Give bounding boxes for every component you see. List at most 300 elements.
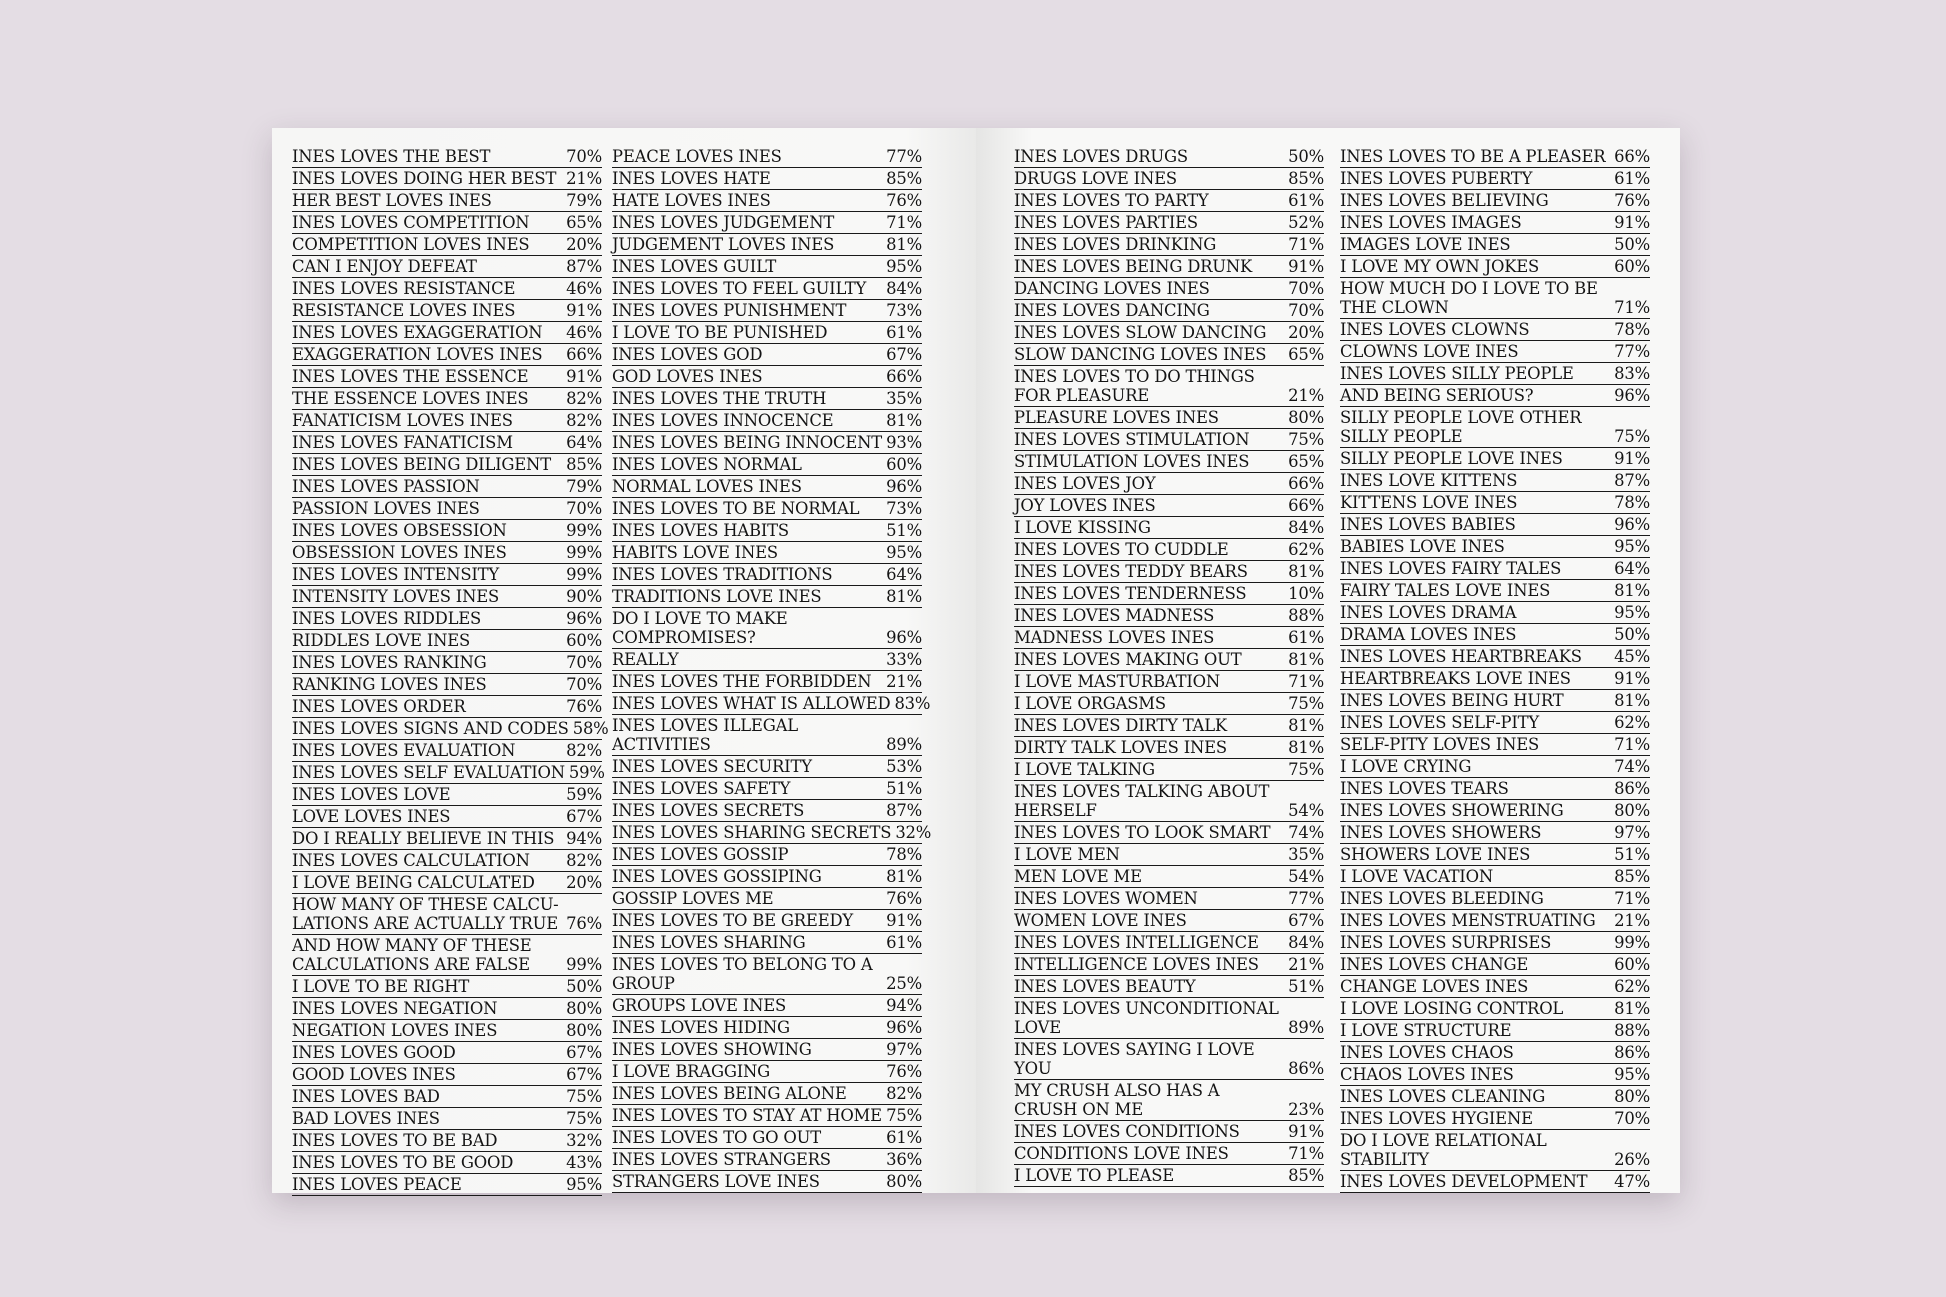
list-item [292,998,602,1020]
list-item-label: INES LOVES HABITS [612,521,789,540]
list-item-percentage: 94% [566,829,602,848]
list-item-percentage: 47% [1614,1172,1650,1191]
list-item [612,888,922,910]
list-item-label: INES LOVES SECURITY [612,757,812,776]
list-item [1340,212,1650,234]
list-item-percentage: 25% [886,974,922,993]
list-item-percentage: 50% [1614,625,1650,644]
list-item [1340,844,1650,866]
list-item-percentage: 80% [1614,801,1650,820]
list-item [1340,712,1650,734]
list-item [1014,212,1324,234]
list-item-percentage: 76% [1614,191,1650,210]
list-item [1014,168,1324,190]
list-item [1014,932,1324,954]
list-item-percentage: 26% [1614,1150,1650,1169]
list-item-percentage: 81% [1288,716,1324,735]
list-item-percentage: 99% [1614,933,1650,952]
list-item [1014,605,1324,627]
list-item [292,1108,602,1130]
list-item [292,278,602,300]
list-item-label: I LOVE MASTURBATION [1014,672,1221,691]
list-item [292,256,602,278]
list-item-percentage: 81% [886,411,922,430]
list-item-label: INES LOVES THE TRUTH [612,389,827,408]
list-item-percentage: 71% [1288,672,1324,691]
list-item-label: INES LOVES BEING DILIGENT [292,455,551,474]
list-item-label: INES LOVES PASSION [292,477,480,496]
list-item [1340,448,1650,470]
list-item [612,344,922,366]
list-item [292,1042,602,1064]
list-item-label: I LOVE BRAGGING [612,1062,771,1081]
list-item [612,866,922,888]
list-item [612,410,922,432]
list-item-percentage: 85% [886,169,922,188]
list-item [612,1105,922,1127]
list-item [292,674,602,696]
list-item-percentage: 73% [886,301,922,320]
list-item [292,1064,602,1086]
list-item-label: I LOVE VACATION [1340,867,1493,886]
list-item [1014,407,1324,429]
list-item-percentage: 67% [1288,911,1324,930]
list-item-label: DIRTY TALK LOVES INES [1014,738,1227,757]
list-item-label: HATE LOVES INES [612,191,771,210]
list-item-label: JUDGEMENT LOVES INES [612,235,835,254]
list-item-label: INES LOVES SHOWING [612,1040,812,1059]
list-item-label: INES LOVES HATE [612,169,771,188]
list-item-percentage: 21% [886,672,922,691]
list-item [292,1130,602,1152]
list-item-label: FANATICISM LOVES INES [292,411,513,430]
list-item-percentage: 74% [1614,757,1650,776]
list-item [292,234,602,256]
list-item-percentage: 53% [886,757,922,776]
list-item [612,256,922,278]
list-item-percentage: 66% [1614,147,1650,166]
list-item-percentage: 86% [1614,1043,1650,1062]
list-item-percentage: 75% [566,1087,602,1106]
list-item-percentage: 99% [566,543,602,562]
list-item-label: CLOWNS LOVE INES [1340,342,1519,361]
list-item-percentage: 96% [1614,515,1650,534]
list-item-label: INES LOVES MAKING OUT [1014,650,1242,669]
list-item-label: INTELLIGENCE LOVES INES [1014,955,1259,974]
list-item [612,671,922,693]
list-item-percentage: 96% [886,477,922,496]
list-item-label: I LOVE CRYING [1340,757,1472,776]
list-item-label: I LOVE LOSING CONTROL [1340,999,1564,1018]
list-item-percentage: 76% [886,1062,922,1081]
list-item [1340,319,1650,341]
list-item-label: INES LOVES CHAOS [1340,1043,1514,1062]
list-item-label: INES LOVES JOY [1014,474,1156,493]
list-item-percentage: 50% [1288,147,1324,166]
list-item [292,872,602,894]
list-item-percentage: 67% [886,345,922,364]
list-item-percentage: 65% [1288,452,1324,471]
list-item [1014,190,1324,212]
list-item-percentage: 99% [566,521,602,540]
list-item-label: INES LOVES EVALUATION [292,741,516,760]
list-item [1014,561,1324,583]
list-item-label: INES LOVES TO CUDDLE [1014,540,1229,559]
list-item-label: COMPETITION LOVES INES [292,235,530,254]
list-item-percentage: 75% [1288,430,1324,449]
list-item-label: INES LOVES SELF EVALUATION [292,763,565,782]
list-item-percentage: 81% [1288,562,1324,581]
list-item-percentage: 97% [886,1040,922,1059]
column-1 [292,146,609,1196]
list-item-label: INES LOVES THE ESSENCE [292,367,529,386]
list-item-percentage: 81% [1288,738,1324,757]
list-item-percentage: 83% [1614,364,1650,383]
list-item-percentage: 95% [886,543,922,562]
list-item-percentage: 82% [566,741,602,760]
list-item [612,1039,922,1061]
list-item-percentage: 61% [886,933,922,952]
list-item [1014,781,1324,822]
list-item [612,476,922,498]
list-item [612,954,922,995]
list-item-percentage: 74% [1288,823,1324,842]
list-item-percentage: 35% [1288,845,1324,864]
list-item-label: STRANGERS LOVE INES [612,1172,820,1191]
list-item-percentage: 94% [886,996,922,1015]
list-item [1340,910,1650,932]
list-item-label: INES LOVES IMAGES [1340,213,1522,232]
list-item-percentage: 77% [1288,889,1324,908]
list-item-label: INES LOVES TO BE GREEDY [612,911,854,930]
list-item-label: INES LOVES RESISTANCE [292,279,516,298]
list-item-percentage: 81% [886,867,922,886]
list-item-percentage: 85% [1288,1166,1324,1185]
list-item-percentage: 70% [566,147,602,166]
list-item [1340,756,1650,778]
column-3 [1014,146,1324,1187]
list-item-label: INES LOVES SHOWERS [1340,823,1542,842]
list-item [1340,954,1650,976]
list-item [1014,910,1324,932]
list-item-percentage: 86% [1614,779,1650,798]
list-item [612,322,922,344]
column-2 [612,146,932,1193]
list-item-label: HER BEST LOVES INES [292,191,492,210]
list-item-label: INES LOVES BEAUTY [1014,977,1196,996]
list-item-label: INES LOVES FANATICISM [292,433,513,452]
list-item [292,432,602,454]
list-item [612,146,922,168]
list-item-percentage: 76% [566,697,602,716]
list-item-percentage: 66% [1288,496,1324,515]
list-item-percentage: 89% [886,735,922,754]
list-item [1340,234,1650,256]
list-item-label: INES LOVES HEARTBREAKS [1340,647,1582,666]
list-item [292,894,602,935]
list-item-label: NORMAL LOVES INES [612,477,802,496]
list-item [1014,737,1324,759]
list-item-label: DRAMA LOVES INES [1340,625,1517,644]
list-item [1014,1080,1324,1121]
list-item [1340,668,1650,690]
list-item-label: INES LOVES THE BEST [292,147,491,166]
list-item [1340,168,1650,190]
list-item-percentage: 91% [1614,213,1650,232]
list-item-label: INES LOVES OBSESSION [292,521,507,540]
list-item-label: INES LOVES NEGATION [292,999,498,1018]
list-item [612,910,922,932]
list-item [292,498,602,520]
list-item [1340,558,1650,580]
left-page [272,128,976,1193]
list-item-label: INES LOVES SECRETS [612,801,805,820]
list-item-percentage: 78% [1614,320,1650,339]
list-item [292,146,602,168]
list-item [1340,580,1650,602]
list-item-label: MEN LOVE ME [1014,867,1142,886]
list-item [1014,671,1324,693]
list-item [1340,514,1650,536]
list-item-label: INES LOVES TO BE GOOD [292,1153,514,1172]
list-item-label: AND HOW MANY OF THESE CALCULATIONS ARE FALSE [292,936,532,974]
list-item [1340,492,1650,514]
list-item [292,976,602,998]
list-item [292,828,602,850]
list-item-label: INES LOVES CLEANING [1340,1087,1546,1106]
list-item-label: INES LOVES TRADITIONS [612,565,833,584]
list-item [1340,363,1650,385]
list-item-percentage: 70% [566,675,602,694]
list-item [1340,624,1650,646]
list-item-label: INES LOVES MADNESS [1014,606,1215,625]
list-item-label: INES LOVES GOSSIPING [612,867,822,886]
list-item [292,476,602,498]
list-item-percentage: 75% [1288,694,1324,713]
list-item-percentage: 91% [886,911,922,930]
list-item [1340,800,1650,822]
list-item [612,586,922,608]
list-item [1014,344,1324,366]
list-item-label: INES LOVES SLOW DANCING [1014,323,1267,342]
list-item [1340,734,1650,756]
list-item-percentage: 76% [886,889,922,908]
list-item-label: INES LOVES CHANGE [1340,955,1529,974]
list-item-percentage: 70% [1614,1109,1650,1128]
list-item-label: HEARTBREAKS LOVE INES [1340,669,1571,688]
list-item-percentage: 85% [566,455,602,474]
list-item-label: PLEASURE LOVES INES [1014,408,1219,427]
list-item [292,564,602,586]
list-item-percentage: 76% [566,914,602,933]
list-item-label: INES LOVES CONDITIONS [1014,1122,1240,1141]
list-item [1340,256,1650,278]
list-item [292,344,602,366]
list-item-percentage: 70% [566,499,602,518]
list-item-label: GROUPS LOVE INES [612,996,787,1015]
list-item [612,1017,922,1039]
list-item-percentage: 67% [566,807,602,826]
list-item-percentage: 95% [1614,537,1650,556]
list-item-label: INES LOVES GUILT [612,257,777,276]
list-item-label: MADNESS LOVES INES [1014,628,1215,647]
list-item-label: DO I REALLY BELIEVE IN THIS [292,829,555,848]
list-item [612,715,922,756]
list-item-percentage: 60% [566,631,602,650]
list-item-percentage: 21% [566,169,602,188]
list-item [292,935,602,976]
list-item-percentage: 96% [566,609,602,628]
list-item [1340,341,1650,363]
list-item-percentage: 93% [886,433,922,452]
list-item [292,608,602,630]
list-item-percentage: 21% [1288,386,1324,405]
list-item-percentage: 81% [886,587,922,606]
list-item-percentage: 71% [1614,889,1650,908]
list-item-percentage: 96% [1614,386,1650,405]
list-item-percentage: 59% [568,763,605,782]
list-item-percentage: 50% [566,977,602,996]
list-item [1340,976,1650,998]
list-item [1014,366,1324,407]
list-item-label: INES LOVES SILLY PEOPLE [1340,364,1574,383]
list-item-label: INES LOVES ILLEGAL ACTIVITIES [612,716,798,754]
list-item-percentage: 61% [886,1128,922,1147]
list-item [612,234,922,256]
list-item-percentage: 91% [566,367,602,386]
list-item-label: INES LOVES SAFETY [612,779,791,798]
list-item-percentage: 97% [1614,823,1650,842]
list-item-percentage: 87% [1614,471,1650,490]
list-item-percentage: 86% [1288,1059,1324,1078]
list-item [1340,536,1650,558]
list-item [1340,1064,1650,1086]
list-item-label: INES LOVES EXAGGERATION [292,323,543,342]
list-item [1014,1165,1324,1187]
list-item-percentage: 51% [1614,845,1650,864]
list-item-percentage: 51% [886,779,922,798]
list-item-label: I LOVE MEN [1014,845,1120,864]
list-item-percentage: 80% [566,1021,602,1040]
list-item [1340,646,1650,668]
list-item [1014,693,1324,715]
list-item-label: I LOVE ORGASMS [1014,694,1166,713]
list-item-percentage: 33% [886,650,922,669]
list-item-percentage: 66% [566,345,602,364]
list-item [1014,473,1324,495]
list-item [1340,1108,1650,1130]
list-item [612,800,922,822]
list-item [1014,822,1324,844]
list-item-label: INES LOVES DOING HER BEST [292,169,557,188]
list-item-percentage: 73% [886,499,922,518]
list-item-label: INES LOVES TO PARTY [1014,191,1209,210]
list-item-label: INES LOVES TO BELONG TO A GROUP [612,955,873,993]
list-item-percentage: 54% [1288,867,1324,886]
list-item-label: GOOD LOVES INES [292,1065,456,1084]
list-item-percentage: 77% [886,147,922,166]
list-item-label: INES LOVES SHOWERING [1340,801,1564,820]
list-item-percentage: 80% [886,1172,922,1191]
list-item-percentage: 62% [1614,713,1650,732]
list-item [1340,146,1650,168]
list-item [1014,1039,1324,1080]
list-item [1340,1130,1650,1171]
list-item [612,1061,922,1083]
list-item [292,762,605,784]
list-item [612,542,922,564]
list-item-label: INES LOVES ORDER [292,697,466,716]
list-item-label: SHOWERS LOVE INES [1340,845,1531,864]
list-item-label: INES LOVES DRAMA [1340,603,1517,622]
list-item [612,432,922,454]
list-item-label: STIMULATION LOVES INES [1014,452,1250,471]
list-item [292,410,602,432]
list-item [612,454,922,476]
list-item-percentage: 91% [1288,257,1324,276]
list-item-percentage: 71% [1614,735,1650,754]
list-item [1340,1171,1650,1193]
list-item-percentage: 81% [1288,650,1324,669]
list-item-label: INES LOVES GOD [612,345,763,364]
list-item-label: INES LOVES PUNISHMENT [612,301,847,320]
list-item-label: BABIES LOVE INES [1340,537,1505,556]
list-item-label: I LOVE KISSING [1014,518,1151,537]
list-item [292,212,602,234]
list-item-label: INES LOVES DIRTY TALK [1014,716,1227,735]
open-booklet [272,128,1680,1193]
list-item-label: I LOVE BEING CALCULATED [292,873,535,892]
list-item [612,168,922,190]
list-item-percentage: 84% [886,279,922,298]
list-item-percentage: 70% [1288,279,1324,298]
list-item-label: INES LOVES TO STAY AT HOME [612,1106,882,1125]
list-item-label: INES LOVES BELIEVING [1340,191,1549,210]
list-item-label: INES LOVES BAD [292,1087,440,1106]
list-item-percentage: 20% [566,873,602,892]
list-item-label: TRADITIONS LOVE INES [612,587,822,606]
list-item [292,1174,602,1196]
list-item-label: INES LOVES SHARING SECRETS [612,823,892,842]
list-item [1014,998,1324,1039]
list-item-label: INES LOVES WOMEN [1014,889,1198,908]
list-item-label: INES LOVES NORMAL [612,455,802,474]
list-item-label: INES LOVES UNCONDITIONAL LOVE [1014,999,1279,1037]
list-item-percentage: 75% [1288,760,1324,779]
list-item [1014,300,1324,322]
list-item-label: INES LOVES SAYING I LOVE YOU [1014,1040,1255,1078]
list-item-label: INES LOVES TO GO OUT [612,1128,821,1147]
list-item-percentage: 82% [566,411,602,430]
list-item [1014,888,1324,910]
list-item [612,844,922,866]
list-item-percentage: 64% [886,565,922,584]
list-item-percentage: 75% [1614,427,1650,446]
list-item-label: SLOW DANCING LOVES INES [1014,345,1267,364]
list-item-label: INES LOVES RIDDLES [292,609,482,628]
list-item-percentage: 85% [1288,169,1324,188]
list-item-label: INES LOVES COMPETITION [292,213,530,232]
list-item-percentage: 95% [886,257,922,276]
list-item [1014,451,1324,473]
list-item-percentage: 99% [566,565,602,584]
list-item-percentage: 90% [566,587,602,606]
list-item [292,1152,602,1174]
list-item-label: CONDITIONS LOVE INES [1014,1144,1229,1163]
list-item-label: INES LOVES BLEEDING [1340,889,1544,908]
list-item [1014,759,1324,781]
list-item-percentage: 10% [1288,584,1324,603]
